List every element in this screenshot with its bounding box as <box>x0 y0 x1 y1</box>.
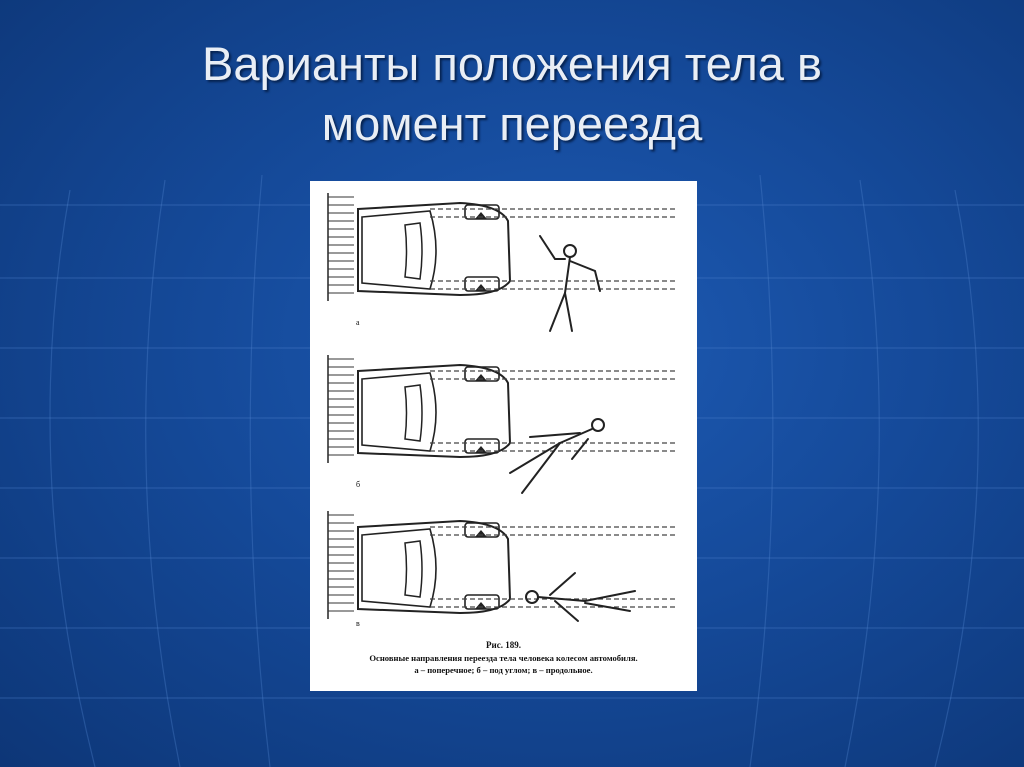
standing-person-figure <box>540 236 600 331</box>
panel-angled <box>328 355 675 493</box>
figure-illustration <box>310 181 697 691</box>
figure-caption-title: Основные направления переезда тела человека колесом автомобиля. <box>369 653 638 663</box>
panel-label-a: а <box>356 318 360 327</box>
slide-title-line-2: момент переезда <box>321 97 703 150</box>
lying-person-figure <box>526 573 635 621</box>
slide-title-line-1: Варианты положения тела в <box>202 37 822 90</box>
angled-person-figure <box>510 419 604 493</box>
panel-label-b: б <box>356 480 361 489</box>
panel-transverse <box>328 193 675 331</box>
forensic-figure <box>310 181 697 691</box>
panel-longitudinal <box>328 511 675 621</box>
figure-caption-legend: а – поперечное; б – под углом; в – продольное. <box>414 665 593 675</box>
panel-label-v: в <box>356 619 360 628</box>
slide-title <box>0 34 1024 154</box>
figure-caption-number: Рис. 189. <box>486 640 521 650</box>
